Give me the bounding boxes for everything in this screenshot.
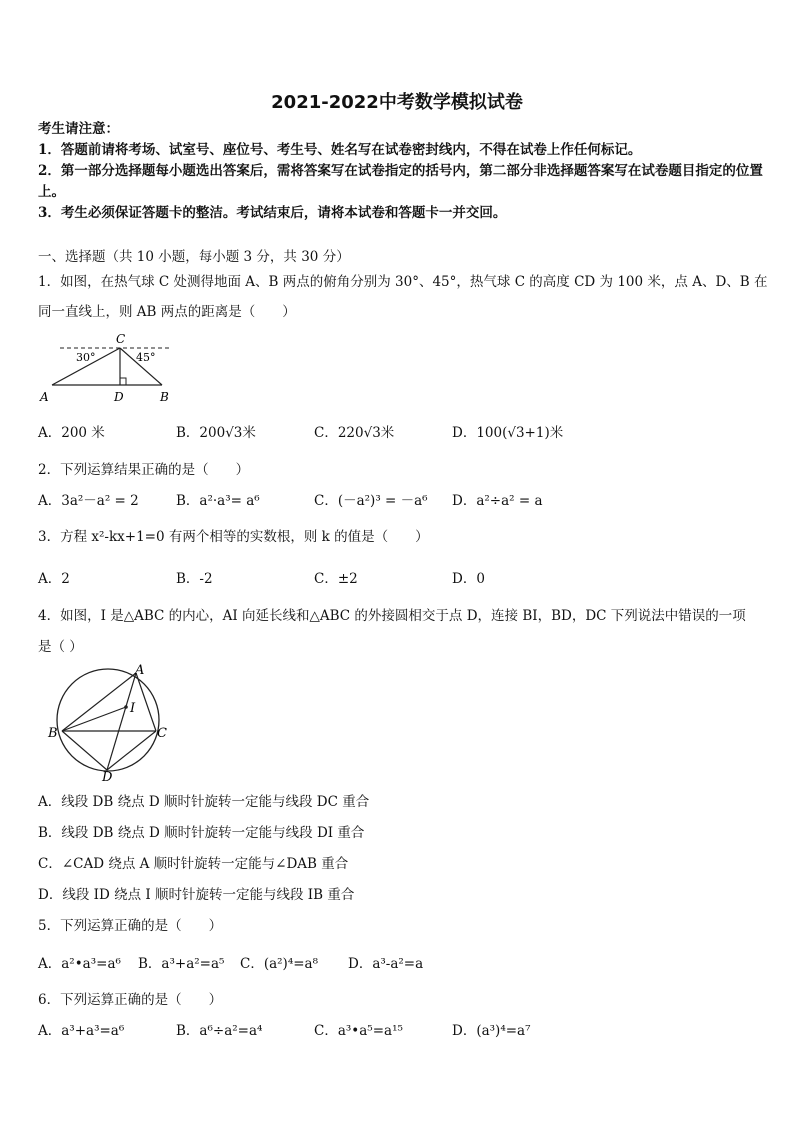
q1-stem-line1: 1．如图，在热气球 C 处测得地面 A、B 两点的俯角分别为 30°、45°，热气球 C 的高度 CD 为 100 米，点 A、D、B 在 (38, 274, 768, 290)
q2-option-c: C．(－a²)³ = －a⁶ (314, 493, 428, 509)
section-heading: 一、选择题（共 10 小题，每小题 3 分，共 30 分） (38, 249, 350, 265)
q4-figure (44, 660, 174, 782)
q6-option-a: A．a³+a³=a⁶ (38, 1023, 125, 1039)
q4-stem-line2: 是（ ） (38, 639, 83, 655)
q4-option-b: B．线段 DB 绕点 D 顺时针旋转一定能与线段 DI 重合 (38, 825, 365, 841)
q1-option-c: C．220√3米 (314, 425, 395, 441)
q2-stem: 2．下列运算结果正确的是（ ） (38, 462, 250, 478)
q3-option-d: D．0 (452, 571, 485, 587)
q2-option-a: A．3a²－a² = 2 (38, 493, 139, 509)
q5-stem: 5．下列运算正确的是（ ） (38, 918, 223, 934)
q2-option-b: B．a²·a³= a⁶ (176, 493, 260, 509)
q6-option-c: C．a³•a⁵=a¹⁵ (314, 1023, 403, 1039)
notice-item-3: 3．考生必须保证答题卡的整洁。考试结束后，请将本试卷和答题卡一并交回。 (38, 205, 507, 221)
q4-label-a: A (135, 663, 145, 678)
q3-stem: 3．方程 x²-kx+1=0 有两个相等的实数根，则 k 的值是（ ） (38, 529, 429, 545)
q1-label-c: C (116, 332, 126, 346)
q5-option-d: D．a³-a²=a (348, 956, 424, 972)
q4-option-a: A．线段 DB 绕点 D 顺时针旋转一定能与线段 DC 重合 (38, 794, 370, 810)
q1-label-d: D (114, 390, 124, 404)
q4-label-d: D (102, 770, 113, 782)
q2-option-d: D．a²÷a² = a (452, 493, 543, 509)
q6-option-b: B．a⁶÷a²=a⁴ (176, 1023, 263, 1039)
q1-angle-45: 45° (136, 351, 156, 364)
q1-option-a: A．200 米 (38, 425, 105, 441)
q1-option-b: B．200√3米 (176, 425, 256, 441)
q4-stem-line1: 4．如图，I 是△ABC 的内心，AI 向延长线和△ABC 的外接圆相交于点 D，连接 BI，BD，DC 下列说法中错误的一项 (38, 608, 746, 624)
q1-label-b: B (160, 390, 169, 404)
q3-option-c: C．±2 (314, 571, 358, 587)
q6-option-d: D．(a³)⁴=a⁷ (452, 1023, 531, 1039)
q4-label-i: I (130, 701, 136, 716)
q1-angle-30: 30° (76, 351, 96, 364)
notice-heading: 考生请注意： (38, 121, 119, 137)
notice-item-1: 1．答题前请将考场、试室号、座位号、考生号、姓名写在试卷密封线内，不得在试卷上作任何标记。 (38, 142, 642, 158)
q1-figure (34, 330, 174, 408)
q4-label-c: C (157, 726, 167, 741)
q5-option-c: C．(a²)⁴=a⁸ (240, 956, 319, 972)
q4-option-d: D．线段 ID 绕点 I 顺时针旋转一定能与线段 IB 重合 (38, 887, 355, 903)
q3-option-a: A．2 (38, 571, 70, 587)
q1-label-a: A (40, 390, 49, 404)
q4-label-b: B (48, 726, 58, 741)
q5-option-a: A．a²•a³=a⁶ (38, 956, 121, 972)
q4-option-c: C．∠CAD 绕点 A 顺时针旋转一定能与∠DAB 重合 (38, 856, 349, 872)
q1-stem-line2: 同一直线上，则 AB 两点的距离是（ ） (38, 304, 296, 320)
q5-option-b: B．a³+a²=a⁵ (138, 956, 225, 972)
q3-option-b: B．-2 (176, 571, 213, 587)
q6-stem: 6．下列运算正确的是（ ） (38, 992, 223, 1008)
page-title: 2021-2022中考数学模拟试卷 (271, 92, 523, 113)
q1-option-d: D．100(√3+1)米 (452, 425, 564, 441)
notice-item-2: 2．第一部分选择题每小题选出答案后，需将答案写在试卷指定的括号内，第二部分非选择题答案写在试卷题目指定的位置上。 (38, 163, 763, 200)
